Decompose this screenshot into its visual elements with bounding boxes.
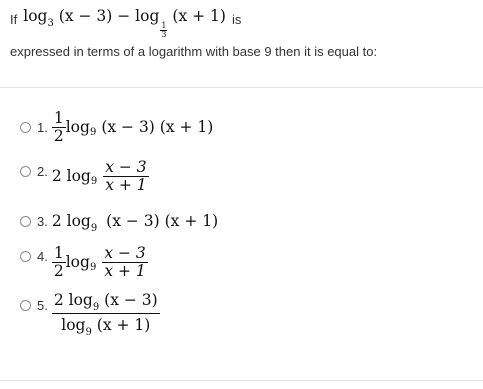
option-1[interactable]	[20, 108, 213, 146]
question-line-2: expressed in terms of a logarithm with base 9 then it is equal to:	[10, 44, 378, 59]
bottom-divider	[0, 380, 483, 381]
option-3-number: 3.	[37, 213, 48, 229]
option-2[interactable]	[20, 156, 149, 196]
question-is: is	[231, 11, 242, 27]
option-5-math: $\frac{2 \log_9 (x - 3)}{\log_9 (x + 1)}$	[53, 290, 158, 338]
option-1-math: $\frac{1}{2}$ log 9 (x − 3) (x + 1)	[53, 108, 214, 145]
option-5-radio[interactable]	[20, 300, 31, 311]
option-3-radio[interactable]	[20, 216, 31, 227]
question-line-1	[10, 6, 242, 39]
option-2-math: 2 log 9 $\frac{x - 3}{x + 1}$	[51, 157, 147, 194]
option-5-number: 5.	[37, 297, 48, 313]
question-divider	[0, 87, 483, 88]
option-1-number: 1.	[37, 119, 48, 135]
option-4-radio[interactable]	[20, 251, 31, 262]
option-3[interactable]	[20, 209, 218, 233]
option-4[interactable]	[20, 242, 148, 282]
option-4-number: 4.	[37, 248, 48, 264]
option-1-radio[interactable]	[20, 122, 31, 133]
option-3-math: 2 $\log_9 (x - 3) (x + 1)$	[51, 212, 219, 234]
question-prefix: If	[10, 11, 18, 27]
question-math: $\log_3 (x - 3) - \log$ $\frac{1}{3}$ (x + 1)	[23, 6, 226, 39]
option-2-radio[interactable]	[20, 166, 31, 177]
option-2-number: 2.	[37, 163, 48, 179]
option-5[interactable]	[20, 291, 160, 337]
option-4-math: $\frac{1}{2}$ log 9 $\frac{x - 3}{x + 1}$	[53, 243, 146, 280]
